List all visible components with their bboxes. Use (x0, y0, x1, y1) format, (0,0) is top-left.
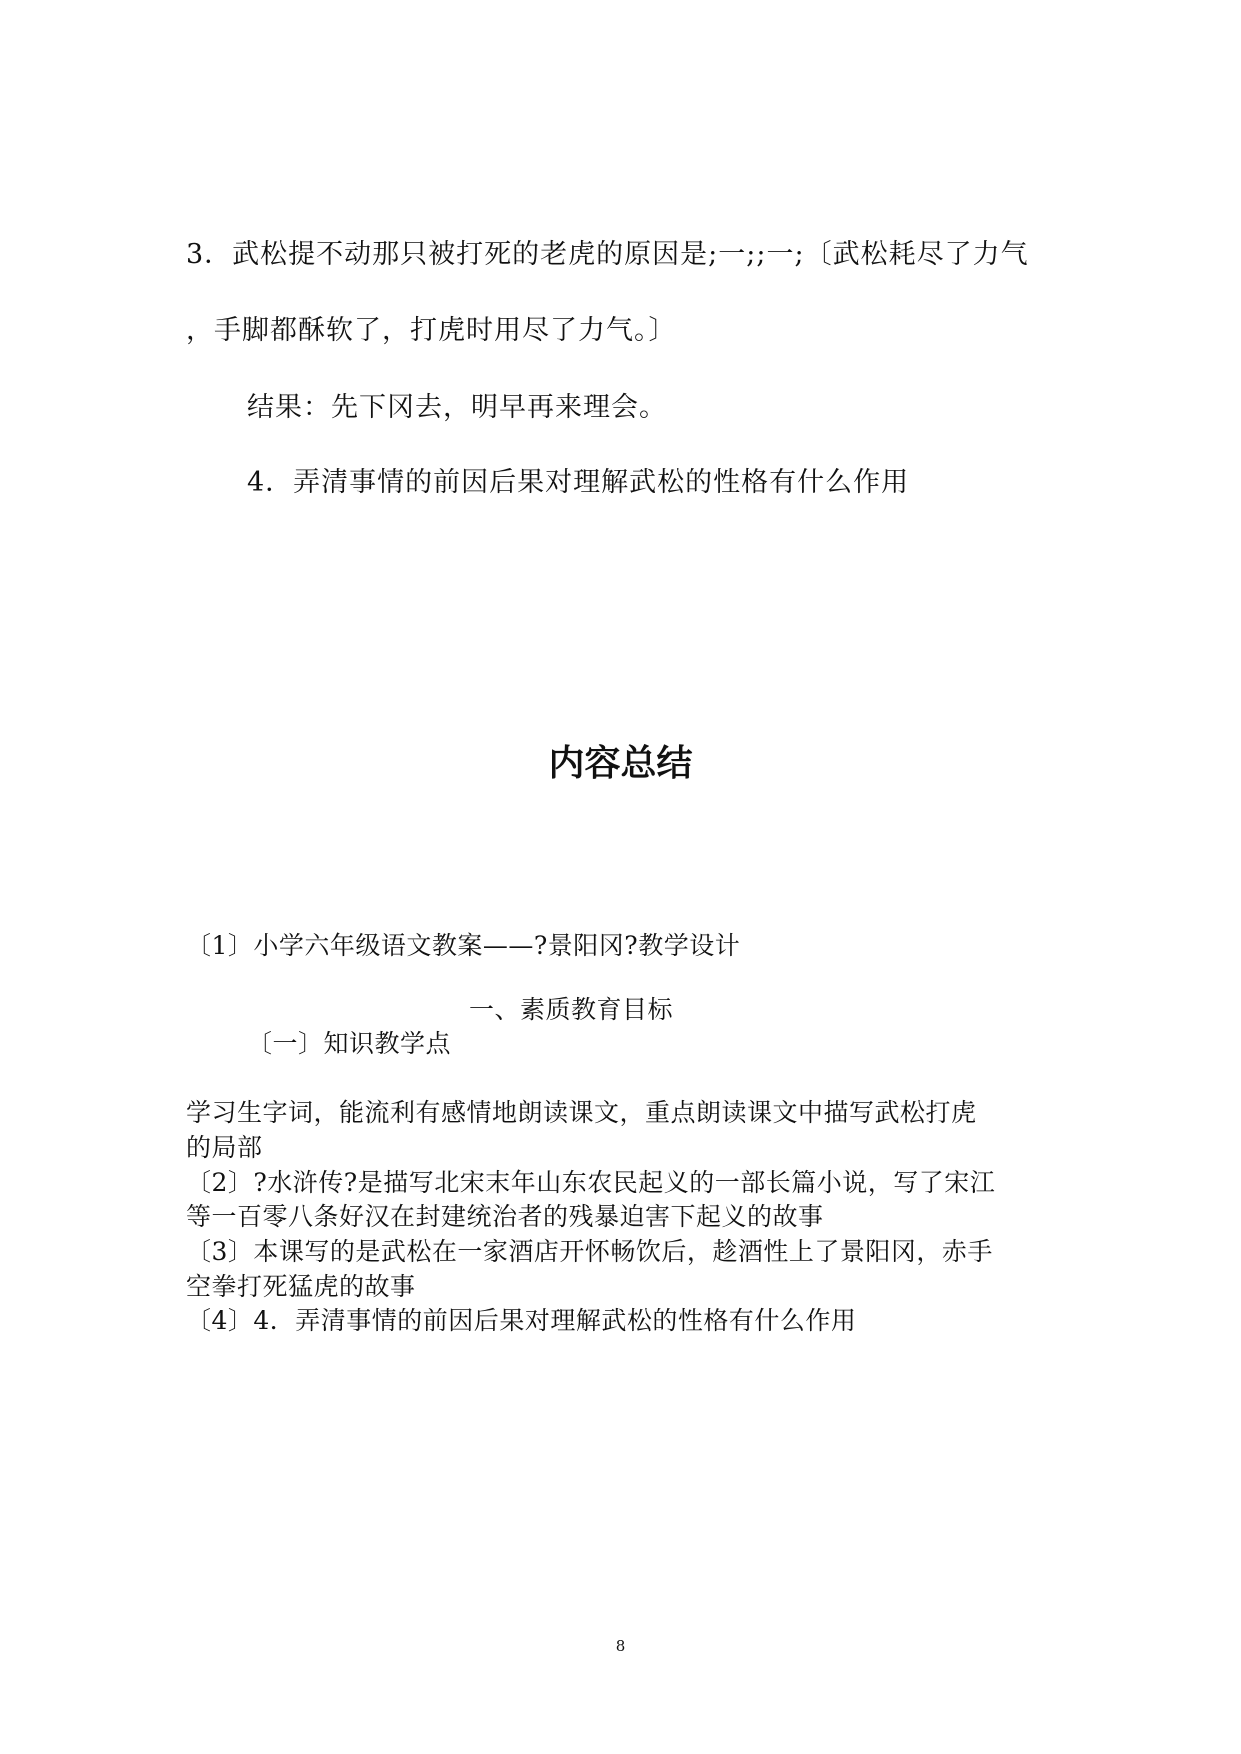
subsection-title: 〔一〕知识教学点 (247, 1029, 452, 1058)
summary-heading: 内容总结 (548, 743, 693, 784)
item-4-line: 4．弄清事情的前因后果对理解武松的性格有什么作用 (247, 467, 910, 498)
summary-item-2-line-1: 〔2〕?水浒传?是描写北宋末年山东农民起义的一部长篇小说，写了宋江 (186, 1168, 996, 1197)
summary-1-body-line-2: 的局部 (186, 1133, 263, 1162)
summary-item-2-line-2: 等一百零八条好汉在封建统治者的残暴迫害下起义的故事 (186, 1202, 824, 1231)
summary-item-3-line-2: 空拳打死猛虎的故事 (186, 1272, 416, 1301)
section-title: 一、素质教育目标 (469, 995, 674, 1024)
summary-1-body-line-1: 学习生字词，能流利有感情地朗读课文，重点朗读课文中描写武松打虎 (186, 1098, 977, 1127)
item-3-line-1: 3．武松提不动那只被打死的老虎的原因是;一;;一;〔武松耗尽了力气 (186, 239, 1029, 270)
summary-item-4: 〔4〕4．弄清事情的前因后果对理解武松的性格有什么作用 (186, 1306, 857, 1335)
item-3-line-2: ，手脚都酥软了，打虎时用尽了力气。〕 (186, 315, 677, 346)
summary-item-1: 〔1〕小学六年级语文教案——?景阳冈?教学设计 (186, 931, 741, 960)
page-number: 8 (615, 1637, 626, 1655)
summary-item-3-line-1: 〔3〕本课写的是武松在一家酒店开怀畅饮后，趁酒性上了景阳冈，赤手 (186, 1237, 993, 1266)
result-line: 结果：先下冈去，明早再来理会。 (247, 392, 667, 423)
